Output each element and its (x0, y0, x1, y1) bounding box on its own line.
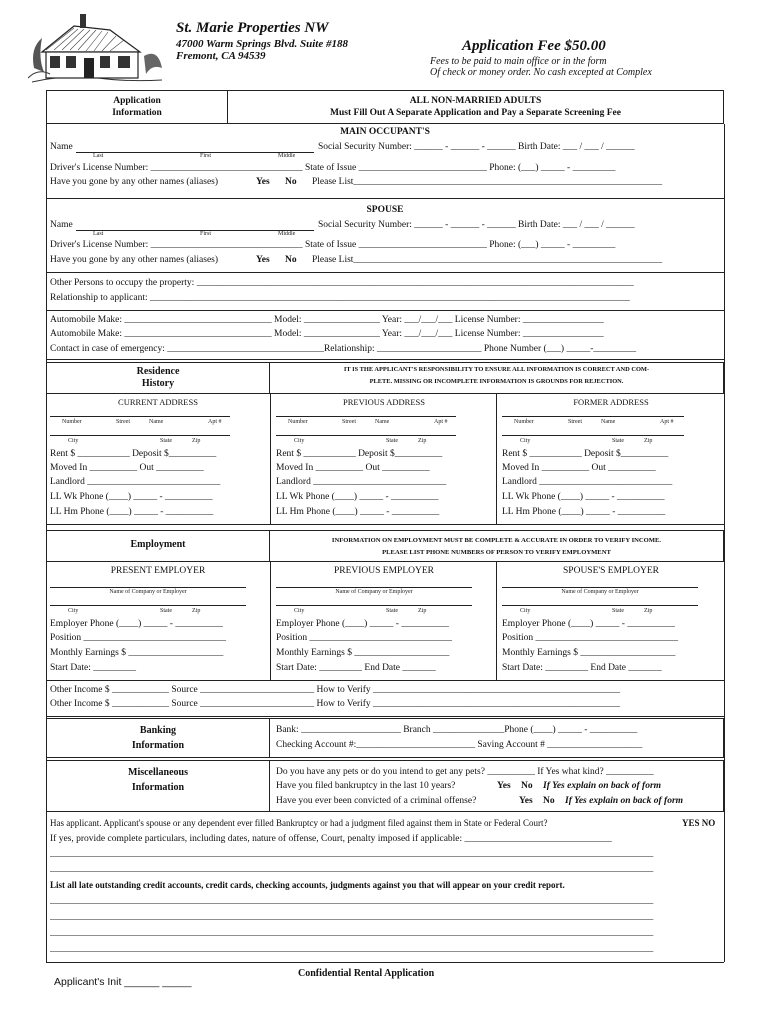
zip-label: Zip (644, 608, 653, 614)
monthly-earnings-field[interactable]: Monthly Earnings $ ____________________ (50, 648, 224, 658)
landlord-work-phone[interactable]: LL Wk Phone (____) _____ - __________ (502, 492, 665, 502)
moved-in-out-field[interactable]: Moved In __________ Out __________ (276, 463, 430, 473)
city-label: City (68, 438, 79, 444)
residence-label2: History (141, 378, 175, 389)
position-field[interactable]: Position ______________________________ (276, 633, 453, 643)
residence-col-title: FORMER ADDRESS (573, 397, 649, 407)
emergency-contact-row[interactable]: Contact in case of emergency: _________________________________Relationship: ______________________ Phone Number (___) _____-_________ (50, 344, 637, 354)
zip-label: Zip (192, 608, 201, 614)
name-label: Name (601, 419, 616, 425)
form-border-right (724, 124, 725, 962)
banking-fields-box (269, 718, 724, 758)
city-label: City (520, 608, 531, 614)
divider (46, 359, 724, 360)
main-name-label: Name (50, 142, 73, 152)
city-label: City (68, 608, 79, 614)
credit-accounts-instruction: List all late outstanding credit accounts, credit cards, checking accounts, judgments against you that will appear on your credit report. (50, 880, 565, 890)
name-label: Name (149, 419, 164, 425)
employment-notice2: PLEASE LIST PHONE NUMBERS OF PERSON TO VERIFY EMPLOYMENT (382, 549, 611, 556)
main-occupant-heading: MAIN OCCUPANT'S (340, 127, 430, 137)
account-numbers-row[interactable]: Checking Account #:_________________________ Saving Account # ____________________ (276, 740, 643, 750)
name-label: Name (375, 419, 390, 425)
apt-label: Apt # (660, 419, 674, 425)
criminal-explain-note: If Yes explain on back of form (565, 796, 684, 806)
form-border-bottom (46, 962, 724, 963)
judgment-details-line[interactable]: _______________________________________________________________________________________________________________________________ (50, 864, 654, 874)
employment-label: Employment (130, 539, 186, 550)
rent-deposit-field[interactable]: Rent $ ___________ Deposit $__________ (50, 449, 217, 459)
spouse-heading: SPOUSE (366, 205, 404, 215)
main-license-row[interactable]: Driver's License Number: ________________________________ State of Issue ___________________________ Phone: (___) _____ - _________ (50, 163, 616, 173)
residence-notice1: IT IS THE APPLICANT'S RESPONSIBILITY TO ENSURE ALL INFORMATION IS CORRECT AND COM- (343, 366, 650, 373)
residence-label1: Residence (136, 366, 180, 377)
number-label: Number (62, 419, 82, 425)
spouse-license-row[interactable]: Driver's License Number: ________________________________ State of Issue ___________________________ Phone: (___) _____ - _________ (50, 240, 616, 250)
city-label: City (520, 438, 531, 444)
automobile-row-1[interactable]: Automobile Make: _______________________________ Model: ________________ Year: ___/___/___ License Number: _________________ (50, 315, 604, 325)
notice-separate-fee: Must Fill Out A Separate Application and Pay a Separate Screening Fee (330, 108, 621, 118)
residence-col-title: CURRENT ADDRESS (118, 397, 198, 407)
banking-label1: Banking (139, 725, 177, 736)
criminal-no[interactable]: No (543, 796, 555, 806)
spouse-first-label: First (200, 231, 212, 237)
zip-label: Zip (418, 608, 427, 614)
address-city-input[interactable] (50, 435, 230, 436)
other-income-row-1[interactable]: Other Income $ ____________ Source ________________________ How to Verify ____________________________________________________ (50, 685, 621, 695)
employment-notice-box (269, 530, 724, 562)
credit-accounts-line[interactable]: _______________________________________________________________________________________________________________________________ (50, 944, 654, 954)
address-city-input[interactable] (276, 435, 456, 436)
state-label: State (612, 438, 624, 444)
fee-note-line2: Of check or money order. No cash excepted at Complex (430, 67, 652, 78)
moved-in-out-field[interactable]: Moved In __________ Out __________ (502, 463, 656, 473)
employer-col-title: SPOUSE'S EMPLOYER (563, 566, 659, 576)
company-name-label: Name of Company or Employer (561, 589, 639, 595)
residence-col-title: PREVIOUS ADDRESS (343, 397, 425, 407)
divider (46, 524, 724, 525)
judgment-yes-no[interactable]: YES NO (682, 818, 716, 828)
landlord-home-phone[interactable]: LL Hm Phone (____) _____ - __________ (50, 507, 214, 517)
bankruptcy-yes[interactable]: Yes (497, 781, 511, 791)
street-label: Street (116, 419, 130, 425)
criminal-question: Have you ever been convicted of a criminal offense? (276, 796, 477, 806)
main-middle-label: Middle (278, 153, 296, 159)
number-label: Number (514, 419, 534, 425)
main-aliases-list[interactable]: Please List_________________________________________________________________ (312, 177, 663, 187)
column-divider (270, 394, 271, 524)
application-fee-title: Application Fee $50.00 (462, 38, 606, 54)
employer-col-title: PREVIOUS EMPLOYER (333, 566, 435, 576)
employer-phone-field[interactable]: Employer Phone (____) _____ - __________ (50, 619, 223, 629)
main-first-label: First (200, 153, 212, 159)
start-date-field[interactable]: Start Date: _________ (50, 663, 137, 673)
company-name: St. Marie Properties NW (176, 20, 329, 36)
street-label: Street (342, 419, 356, 425)
employment-notice1: INFORMATION ON EMPLOYMENT MUST BE COMPLETE & ACCURATE IN ORDER TO VERIFY INCOME. (331, 537, 662, 544)
criminal-yes[interactable]: Yes (519, 796, 533, 806)
zip-label: Zip (418, 438, 427, 444)
landlord-field[interactable]: Landlord ____________________________ (502, 477, 673, 487)
fee-note-line1: Fees to be paid to main office or in the form (430, 56, 607, 67)
employer-phone-field[interactable]: Employer Phone (____) _____ - __________ (276, 619, 449, 629)
city-label: City (294, 608, 305, 614)
apt-label: Apt # (434, 419, 448, 425)
street-label: Street (568, 419, 582, 425)
start-end-date-field[interactable]: Start Date: _________ End Date _______ (502, 663, 662, 673)
monthly-earnings-field[interactable]: Monthly Earnings $ ____________________ (276, 648, 450, 658)
company-address-line2: Fremont, CA 94539 (176, 50, 266, 62)
divider (46, 310, 724, 311)
company-address-line1: 47000 Warm Springs Blvd. Suite #188 (176, 38, 348, 50)
main-aliases-question: Have you gone by any other names (aliases) (50, 177, 219, 187)
company-city-input[interactable] (502, 605, 698, 606)
judgment-details-line[interactable]: _______________________________________________________________________________________________________________________________ (50, 849, 654, 859)
applicant-initials-field[interactable]: Applicant's Init ______ _____ (54, 976, 192, 988)
state-label: State (160, 438, 172, 444)
landlord-field[interactable]: Landlord ____________________________ (50, 477, 221, 487)
bankruptcy-question: Have you filed bankruptcy in the last 10 years? (276, 781, 456, 791)
house-logo-icon (28, 8, 166, 86)
city-label: City (294, 438, 305, 444)
monthly-earnings-field[interactable]: Monthly Earnings $ ____________________ (502, 648, 676, 658)
pets-question[interactable]: Do you have any pets or do you intend to get any pets? __________ If Yes what kind? __________ (276, 767, 654, 777)
apt-label: Apt # (208, 419, 222, 425)
misc-label2: Information (131, 782, 185, 793)
spouse-ssn-birthdate-fields[interactable]: Social Security Number: ______ - ______ - ______ Birth Date: ___ / ___ / ______ (318, 220, 635, 230)
divider (46, 272, 724, 273)
relationship-field[interactable]: Relationship to applicant: _____________________________________________________________________________________________________ (50, 293, 630, 303)
spouse-aliases-question: Have you gone by any other names (aliases) (50, 255, 219, 265)
divider (46, 680, 724, 681)
state-label: State (160, 608, 172, 614)
banking-label2: Information (131, 740, 185, 751)
spouse-name-label: Name (50, 220, 73, 230)
notice-non-married: ALL NON-MARRIED ADULTS (409, 96, 542, 106)
misc-label1: Miscellaneous (128, 767, 188, 778)
company-logo (28, 8, 166, 86)
landlord-work-phone[interactable]: LL Wk Phone (____) _____ - __________ (50, 492, 213, 502)
address-city-input[interactable] (502, 435, 684, 436)
judgment-details-field[interactable]: If yes, provide complete particulars, including dates, nature of offense, Court, penalty imposed if applicable: _______________________________ (50, 834, 612, 844)
state-label: State (386, 608, 398, 614)
address-street-input[interactable] (50, 416, 230, 417)
form-title-footer: Confidential Rental Application (298, 968, 435, 979)
spouse-aliases-yes[interactable]: Yes (256, 255, 270, 265)
state-label: State (612, 608, 624, 614)
spouse-middle-label: Middle (278, 231, 296, 237)
credit-accounts-line[interactable]: _______________________________________________________________________________________________________________________________ (50, 896, 654, 906)
spouse-aliases-no[interactable]: No (285, 255, 297, 265)
number-label: Number (288, 419, 308, 425)
residence-notice2: PLETE. MISSING OR INCOMPLETE INFORMATION IS GROUNDS FOR REJECTION. (369, 378, 624, 385)
rent-deposit-field[interactable]: Rent $ ___________ Deposit $__________ (276, 449, 443, 459)
automobile-row-2[interactable]: Automobile Make: _______________________________ Model: ________________ Year: ___/___/___ License Number: _________________ (50, 329, 604, 339)
zip-label: Zip (644, 438, 653, 444)
landlord-field[interactable]: Landlord ____________________________ (276, 477, 447, 487)
bankruptcy-no[interactable]: No (521, 781, 533, 791)
landlord-home-phone[interactable]: LL Hm Phone (____) _____ - __________ (502, 507, 666, 517)
application-info-label2: Information (112, 108, 162, 118)
banking-label-box (46, 718, 270, 758)
zip-label: Zip (192, 438, 201, 444)
company-name-input[interactable] (502, 587, 698, 588)
landlord-home-phone[interactable]: LL Hm Phone (____) _____ - __________ (276, 507, 440, 517)
company-city-input[interactable] (50, 605, 246, 606)
company-city-input[interactable] (276, 605, 472, 606)
other-income-row-2[interactable]: Other Income $ ____________ Source ________________________ How to Verify ____________________________________________________ (50, 699, 621, 709)
rent-deposit-field[interactable]: Rent $ ___________ Deposit $__________ (502, 449, 669, 459)
divider (46, 716, 724, 717)
bankruptcy-explain-note: If Yes explain on back of form (543, 781, 662, 791)
main-aliases-yes[interactable]: Yes (256, 177, 270, 187)
address-street-input[interactable] (502, 416, 684, 417)
company-name-label: Name of Company or Employer (109, 589, 187, 595)
column-divider (270, 562, 271, 680)
form-border-left (46, 124, 47, 962)
column-divider (496, 394, 497, 524)
credit-accounts-line[interactable]: _______________________________________________________________________________________________________________________________ (50, 912, 654, 922)
landlord-work-phone[interactable]: LL Wk Phone (____) _____ - __________ (276, 492, 439, 502)
position-field[interactable]: Position ______________________________ (50, 633, 227, 643)
position-field[interactable]: Position ______________________________ (502, 633, 679, 643)
judgment-question: Has applicant. Applicant's spouse or any dependent ever filled Bankruptcy or had a judgment filed against them in State or Federal Court? (50, 818, 548, 828)
company-name-input[interactable] (276, 587, 472, 588)
column-divider (496, 562, 497, 680)
moved-in-out-field[interactable]: Moved In __________ Out __________ (50, 463, 204, 473)
start-end-date-field[interactable]: Start Date: _________ End Date _______ (276, 663, 436, 673)
divider (46, 198, 724, 199)
spouse-last-label: Last (93, 231, 104, 237)
company-name-label: Name of Company or Employer (335, 589, 413, 595)
bank-branch-phone-row[interactable]: Bank: _____________________ Branch _______________Phone (____) _____ - __________ (276, 725, 638, 735)
credit-accounts-line[interactable]: _______________________________________________________________________________________________________________________________ (50, 928, 654, 938)
state-label: State (386, 438, 398, 444)
address-street-input[interactable] (276, 416, 456, 417)
other-occupants-field[interactable]: Other Persons to occupy the property: ____________________________________________________________________________________________ (50, 278, 634, 288)
main-aliases-no[interactable]: No (285, 177, 297, 187)
employer-phone-field[interactable]: Employer Phone (____) _____ - __________ (502, 619, 675, 629)
application-info-label1: Application (113, 96, 161, 106)
company-name-input[interactable] (50, 587, 246, 588)
employer-col-title: PRESENT EMPLOYER (110, 566, 206, 576)
main-ssn-birthdate-fields[interactable]: Social Security Number: ______ - ______ - ______ Birth Date: ___ / ___ / ______ (318, 142, 635, 152)
main-last-label: Last (93, 153, 104, 159)
spouse-aliases-list[interactable]: Please List_________________________________________________________________ (312, 255, 663, 265)
